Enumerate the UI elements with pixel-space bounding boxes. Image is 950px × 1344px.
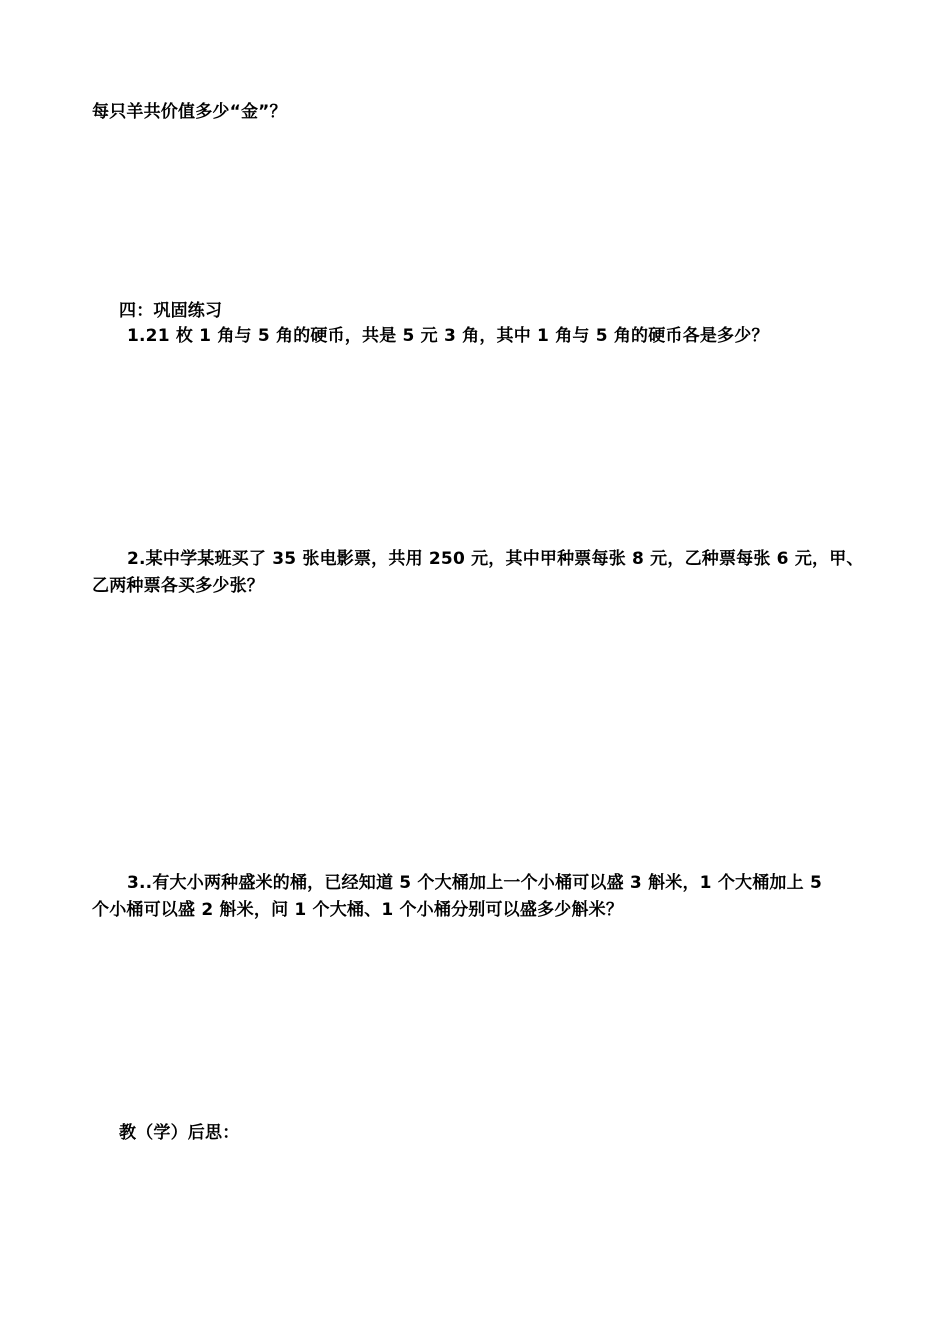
section-title: 四：巩固练习 bbox=[119, 301, 223, 321]
exercise-1-text: 1.21 枚 1 角与 5 角的硬币，共是 5 元 3 角，其中 1 角与 5 角的硬币各是多少？ bbox=[127, 326, 769, 346]
exercise-3-line-2: 个小桶可以盛 2 斛米，问 1 个大桶、1 个小桶分别可以盛多少斛米？ bbox=[92, 900, 624, 920]
exercise-3-line-1: 3..有大小两种盛米的桶，已经知道 5 个大桶加上一个小桶可以盛 3 斛米，1 个大桶加上 5 bbox=[127, 873, 822, 893]
intro-question: 每只羊共价值多少“金”？ bbox=[92, 102, 287, 122]
exercise-2-line-2: 乙两种票各买多少张？ bbox=[92, 576, 264, 596]
exercise-2-line-1: 2.某中学某班买了 35 张电影票，共用 250 元，其中甲种票每张 8 元，乙种票每张 6 元，甲、 bbox=[127, 549, 864, 569]
reflection-label: 教（学）后思： bbox=[119, 1123, 240, 1143]
